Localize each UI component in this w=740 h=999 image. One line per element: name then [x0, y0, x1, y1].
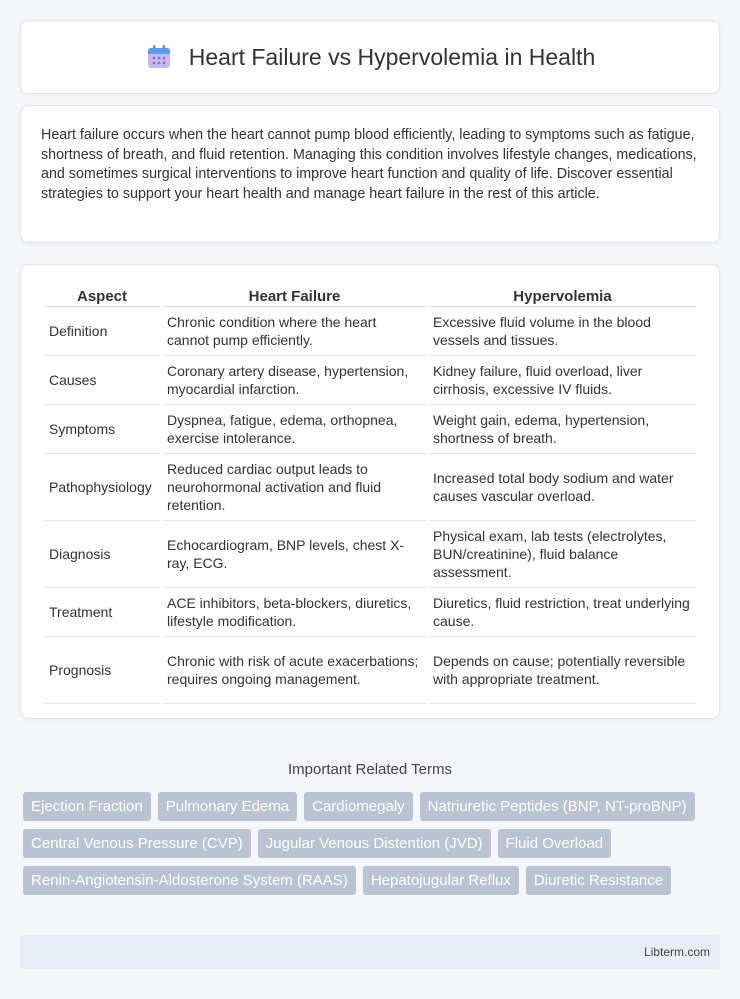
row-heart-failure: Reduced cardiac output leads to neurohormonal activation and fluid retention. [163, 454, 426, 521]
related-term-tag[interactable]: Renin-Angiotensin-Aldosterone System (RAAS) [23, 866, 356, 895]
row-heart-failure: Dyspnea, fatigue, edema, orthopnea, exercise intolerance. [163, 405, 426, 454]
table-row [44, 637, 696, 704]
footer-site-link[interactable]: Libterm.com [643, 945, 710, 959]
intro-card [20, 105, 720, 243]
row-hypervolemia: Diuretics, fluid restriction, treat underlying cause. [429, 588, 696, 637]
page-title: Heart Failure vs Hypervolemia in Health [188, 43, 596, 70]
related-term-tag[interactable]: Diuretic Resistance [526, 866, 671, 895]
row-hypervolemia: Depends on cause; potentially reversible with appropriate treatment. [429, 637, 696, 704]
related-terms-title: Important Related Terms [288, 761, 452, 778]
related-terms-tags [0, 792, 740, 895]
related-term-tag[interactable]: Ejection Fraction [23, 792, 151, 821]
row-aspect: Prognosis [44, 637, 160, 704]
row-heart-failure: Coronary artery disease, hypertension, myocardial infarction. [163, 356, 426, 405]
footer [20, 935, 720, 969]
row-aspect: Symptoms [44, 405, 160, 454]
row-hypervolemia: Excessive fluid volume in the blood vessels and tissues. [429, 307, 696, 356]
table-row [44, 307, 696, 356]
table-row [44, 588, 696, 637]
intro-text: Heart failure occurs when the heart cannot pump blood efficiently, leading to symptoms such as fatigue, shortness of breath, and fluid retention. Managing this condition involves lifestyle changes, medications, and sometimes surgical interventions to improve heart function and quality of life. Discover essential strategies to support your heart health and manage heart failure in the rest of this article. [41, 127, 697, 202]
header-hypervolemia: Hypervolemia [429, 285, 696, 307]
related-term-tag[interactable]: Jugular Venous Distention (JVD) [258, 829, 491, 858]
row-aspect: Causes [44, 356, 160, 405]
row-aspect: Definition [44, 307, 160, 356]
row-heart-failure: Chronic condition where the heart cannot pump efficiently. [163, 307, 426, 356]
related-term-tag[interactable]: Natriuretic Peptides (BNP, NT-proBNP) [420, 792, 695, 821]
row-heart-failure: Chronic with risk of acute exacerbations; requires ongoing management. [163, 637, 426, 704]
comparison-table [41, 285, 699, 704]
comparison-table-card [20, 264, 720, 719]
related-term-tag[interactable]: Hepatojugular Reflux [363, 866, 519, 895]
related-term-tag[interactable]: Pulmonary Edema [158, 792, 297, 821]
page-header [20, 20, 720, 94]
related-term-tag[interactable]: Central Venous Pressure (CVP) [23, 829, 251, 858]
row-hypervolemia: Increased total body sodium and water causes vascular overload. [429, 454, 696, 521]
table-row [44, 356, 696, 405]
table-row [44, 405, 696, 454]
header-heart-failure: Heart Failure [163, 285, 426, 307]
related-term-tag[interactable]: Fluid Overload [498, 829, 612, 858]
row-aspect: Pathophysiology [44, 454, 160, 521]
row-hypervolemia: Kidney failure, fluid overload, liver cirrhosis, excessive IV fluids. [429, 356, 696, 405]
calendar-icon [145, 43, 173, 71]
row-hypervolemia: Physical exam, lab tests (electrolytes, BUN/creatinine), fluid balance assessment. [429, 521, 696, 588]
table-header-row [44, 285, 696, 307]
row-aspect: Diagnosis [44, 521, 160, 588]
table-row [44, 454, 696, 521]
row-heart-failure: Echocardiogram, BNP levels, chest X-ray, ECG. [163, 521, 426, 588]
row-hypervolemia: Weight gain, edema, hypertension, shortness of breath. [429, 405, 696, 454]
row-heart-failure: ACE inhibitors, beta-blockers, diuretics, lifestyle modification. [163, 588, 426, 637]
header-aspect: Aspect [44, 285, 160, 307]
row-aspect: Treatment [44, 588, 160, 637]
table-row [44, 521, 696, 588]
related-term-tag[interactable]: Cardiomegaly [304, 792, 413, 821]
related-terms-section [0, 761, 740, 895]
